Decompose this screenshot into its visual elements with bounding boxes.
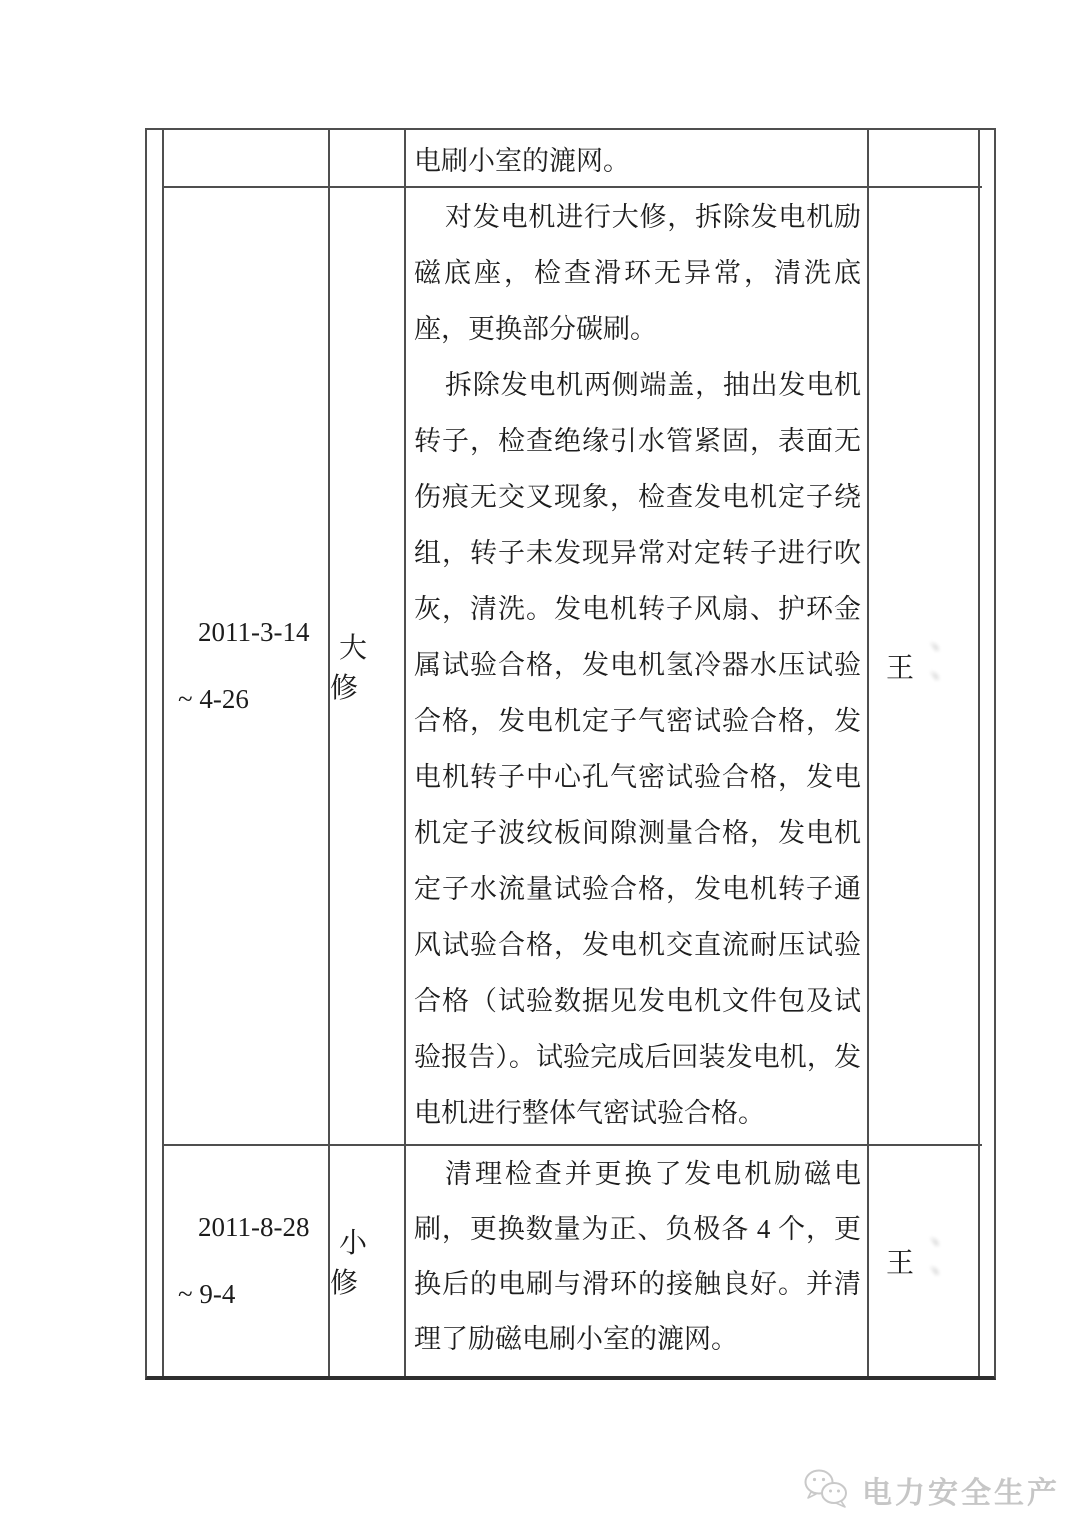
personnel-name: 王 — [886, 653, 915, 684]
work-content-cell — [406, 130, 869, 188]
repair-type-cell — [330, 130, 406, 188]
date-text: 2011-8-28 — [198, 1212, 310, 1242]
date-cell — [164, 188, 330, 1146]
personnel-cell — [869, 130, 982, 188]
work-content-paragraph: 对发电机进行大修，拆除发电机励磁底座，检查滑环无异常，清洗底座，更换部分碳刷。 — [414, 202, 861, 344]
work-content-paragraph: 电刷小室的漉网。 — [414, 145, 630, 176]
repair-type-label: 小修 — [330, 1228, 376, 1299]
personnel-name: 王 — [886, 1248, 915, 1279]
work-content-paragraph: 拆除发电机两侧端盖，抽出发电机转子，检查绝缘引水管紧固，表面无伤痕无交叉现象，检查发电机定子绕组，转子未发现异常对定转子进行吹灰，清洗。发电机转子风扇、护环金属试验合格，发电机氢冷器水压试验合格，发电机定子气密试验合格，发电机转子中心孔气密试验合格，发电机定子波纹板间隙测量合格，发电机定子水流量试验合格，发电机转子通风试验合格，发电机交直流耐压试验合格（试验数据见发电机文件包及试验报告）。试验完成后回装发电机，发电机进行整体气密试验合格。 — [414, 370, 861, 1128]
maintenance-record-table — [145, 128, 996, 1380]
date-cell — [164, 130, 330, 188]
personnel-cell — [869, 1146, 982, 1376]
work-content-cell — [406, 188, 869, 1146]
work-content-paragraph: 清理检查并更换了发电机励磁电刷，更换数量为正、负极各 4 个，更换后的电刷与滑环的接触良好。并清理了励磁电刷小室的漉网。 — [414, 1159, 861, 1354]
personnel-cell — [869, 188, 982, 1146]
date-range-text: ~ 9-4 — [178, 1279, 236, 1309]
work-content-cell — [406, 1146, 869, 1376]
redacted-name-marks: 丶丶 — [924, 1233, 957, 1284]
wechat-watermark — [801, 1466, 1060, 1514]
date-text: 2011-3-14 — [198, 617, 310, 647]
date-cell — [164, 1146, 330, 1376]
maintenance-table-grid — [162, 130, 980, 1376]
wechat-icon — [801, 1466, 853, 1514]
repair-type-cell — [330, 1146, 406, 1376]
repair-type-label: 大修 — [330, 633, 376, 704]
watermark-label: 电力安全生产 — [862, 1477, 1060, 1510]
repair-type-cell — [330, 188, 406, 1146]
date-range-text: ~ 4-26 — [178, 684, 249, 714]
redacted-name-marks: 丶丶 — [924, 638, 957, 689]
